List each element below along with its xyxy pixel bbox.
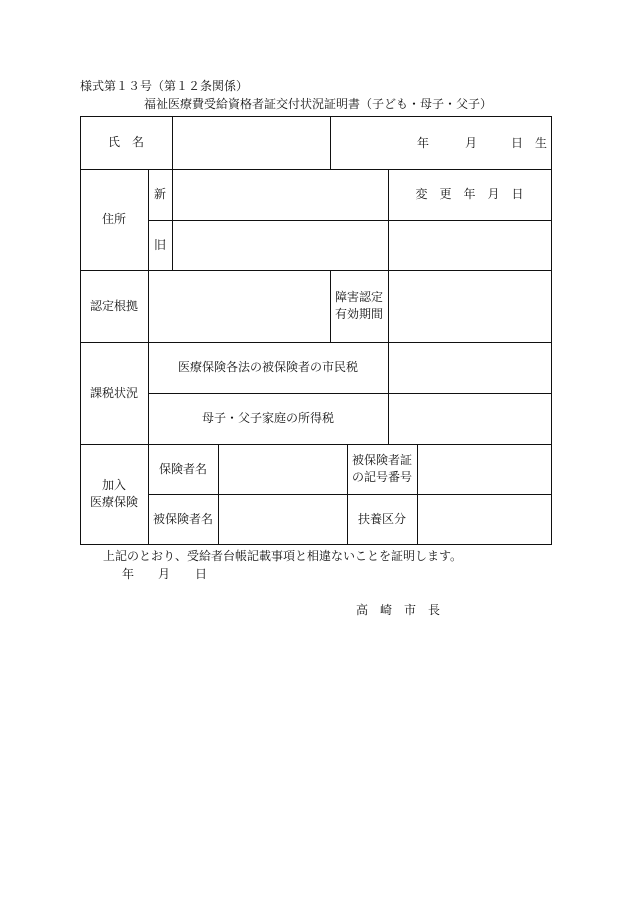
address-label: 住所: [101, 212, 126, 227]
birth-year-label: 年: [417, 136, 430, 150]
birth-suffix-label: 生: [535, 136, 548, 150]
document-title: 福祉医療費受給資格者証交付状況証明書（子ども・母子・父子）: [144, 97, 493, 111]
change-date-label: 変 更 年 月 日: [415, 187, 524, 202]
insurer-name-label: 保険者名: [158, 461, 207, 476]
insured-name-label: 被保険者名: [152, 511, 213, 526]
dependent-category-label: 扶養区分: [357, 511, 406, 526]
tax-insurance-label: 医療保険各法の被保険者の市民税: [177, 360, 358, 375]
insured-card-number-label: 被保険者証 の記号番号: [351, 453, 412, 484]
name-label: 氏 名: [107, 135, 144, 150]
certify-day-label: 日: [195, 567, 208, 581]
birth-day-label: 日: [511, 136, 524, 150]
tax-family-label: 母子・父子家庭の所得税: [201, 411, 334, 426]
address-old-label: 旧: [153, 237, 166, 252]
birth-month-label: 月: [465, 136, 478, 150]
certify-text: 上記のとおり、受給者台帳記載事項と相違ないことを証明します。: [103, 549, 463, 563]
form-number: 様式第１３号（第１２条関係）: [80, 79, 249, 93]
address-new-label: 新: [153, 187, 166, 202]
certify-year-label: 年: [122, 567, 135, 581]
tax-status-label: 課税状況: [89, 385, 138, 400]
insurance-label: 加入 医療保険: [89, 478, 138, 509]
signer-name: 高 崎 市 長: [356, 603, 441, 617]
disability-period-label: 障害認定 有効期間: [334, 290, 383, 321]
certify-month-label: 月: [158, 567, 171, 581]
certification-basis-label: 認定根拠: [89, 298, 138, 313]
